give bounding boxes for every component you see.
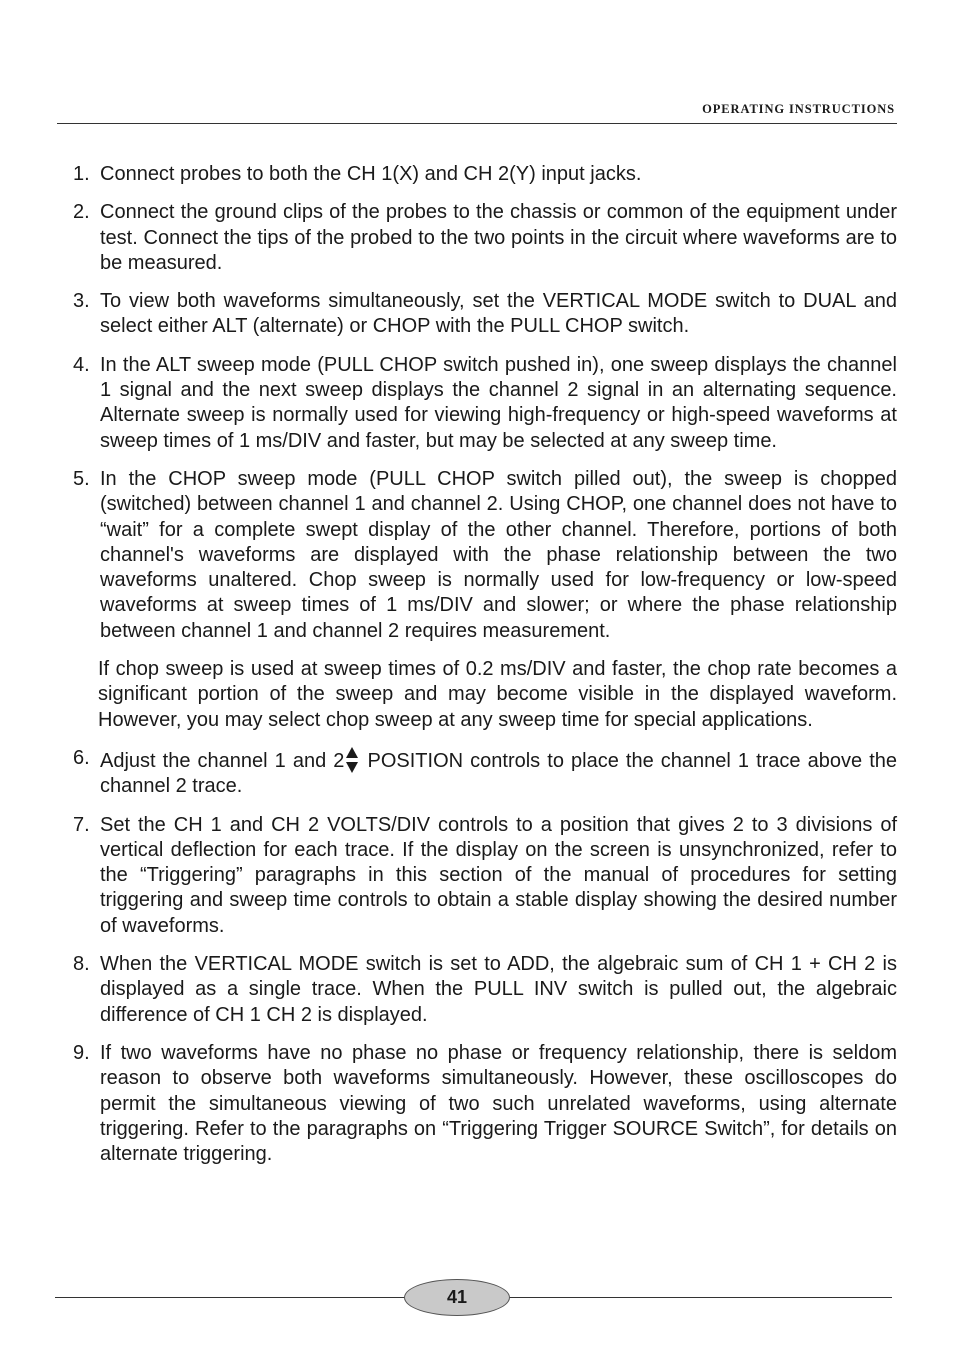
list-item [73,813,897,939]
list-item [73,289,897,340]
item-number: 4. [73,353,90,376]
item-number: 2. [73,201,90,224]
list-item [73,162,897,187]
item-number: 3. [73,290,90,313]
up-down-arrow-icon [345,746,359,774]
item-text: When the VERTICAL MODE switch is set to ADD, the algebraic sum of CH 1 + CH 2 is displayed as a single trace. When the PULL INV switch is pulled out, the algebraic difference of CH 1 CH 2 is displayed. [100,953,897,1026]
item-text-start: Adjust the channel 1 and 2 [100,749,345,772]
list-item [73,952,897,1028]
header-divider [57,123,897,124]
item-text: To view both waveforms simultaneously, set the VERTICAL MODE switch to DUAL and select either ALT (alternate) or CHOP with the PULL CHOP switch. [100,290,897,338]
item-text: If two waveforms have no phase no phase or frequency relationship, there is seldom reason to observe both waveforms simultaneously. However, these oscilloscopes do permit the simultaneous viewing of two such unrelated waveforms, using alternate triggering. Refer to the paragraphs on “Triggering Trigger SOURCE Switch”, for details on alternate triggering. [100,1041,897,1166]
item-text: In the ALT sweep mode (PULL CHOP switch pushed in), one sweep displays the channel 1 signal and the next sweep displays the channel 2 signal in an alternating sequence. Alternate sweep is normally used for viewing high-frequency or high-speed waveforms at sweep times of 1 ms/DIV and faster, but may be selected at any sweep time. [100,353,897,452]
item-number: 9. [73,1041,90,1064]
item-number: 5. [73,467,90,490]
item-text: Connect the ground clips of the probes to the chassis or common of the equipment under test. Connect the tips of the probed to the two points in the circuit where waveforms are to be measured. [100,201,897,274]
item-number: 1. [73,163,90,185]
item-text: Set the CH 1 and CH 2 VOLTS/DIV controls to a position that gives 2 to 3 divisions of vertical deflection for each trace. If the display on the screen is unsynchronized, refer to the “Triggering” paragraphs in this section of the manual of procedures for setting triggering and sweep time controls to obtain a stable display showing the desired number of waveforms. [100,813,897,937]
item-text: Connect probes to both the CH 1(X) and CH 2(Y) input jacks. [100,163,642,185]
item-number: 7. [73,813,90,836]
list-item [73,353,897,454]
page-number-badge [404,1279,510,1316]
item-number: 8. [73,953,90,976]
list-item [73,200,897,276]
item-text: In the CHOP sweep mode (PULL CHOP switch pilled out), the sweep is chopped (switched) between channel 1 and channel 2. Using CHOP, one channel does not have to “wait” for a complete swept display of the other channel. Therefore, portions of both channel's waveforms are displayed with the phase relationship between the two waveforms unaltered. Chop sweep is normally used for low-frequency or low-speed waveforms at sweep times of 1 ms/DIV and slower; or where the phase relationship between channel 1 and channel 2 requires measurement. [100,467,897,642]
chop-note-paragraph: If chop sweep is used at sweep times of 0.2 ms/DIV and faster, the chop rate becomes a significant portion of the sweep and may become visible in the displayed waveform. However, you may select chop sweep at any sweep time for special applications. [98,658,897,731]
list-item [73,1041,897,1167]
item-number: 6. [73,746,90,769]
list-item [73,467,897,644]
instructions-body [73,162,897,1180]
list-item [73,746,897,800]
page-number: 41 [446,1287,468,1307]
item-text-end: POSITION controls to place the channel 1 trace above the channel 2 trace. [100,749,897,798]
item-text [100,746,897,800]
running-header: OPERATING INSTRUCTIONS [702,102,895,116]
